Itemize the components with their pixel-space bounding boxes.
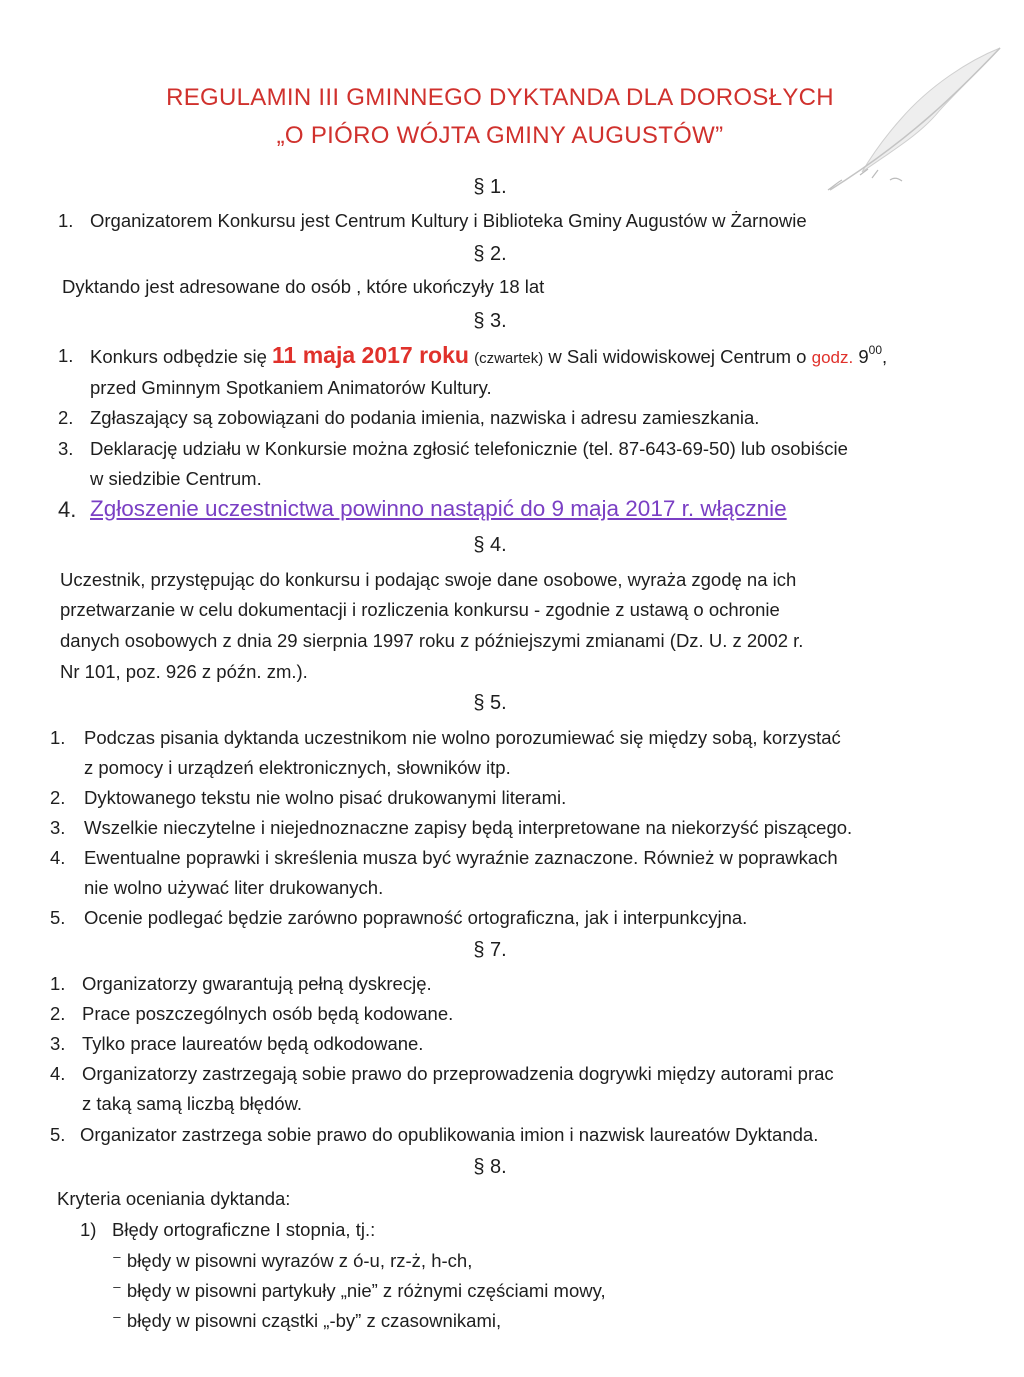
list-number: 3. bbox=[58, 438, 74, 459]
section-heading-4: § 4. bbox=[473, 534, 507, 556]
paragraph-line: przetwarzanie w celu dokumentacji i rozliczenia konkursu - zgodnie z ustawą o ochronie bbox=[60, 599, 780, 620]
list-item-continuation: przed Gminnym Spotkaniem Animatorów Kultury. bbox=[90, 377, 492, 398]
list-item bbox=[90, 344, 887, 370]
paragraph: Kryteria oceniania dyktanda: bbox=[57, 1188, 291, 1209]
list-item-continuation: w siedzibie Centrum. bbox=[90, 468, 262, 489]
list-number: 3. bbox=[50, 1033, 66, 1054]
section-heading-5: § 5. bbox=[473, 692, 507, 714]
paragraph-line: Nr 101, poz. 926 z późn. zm.). bbox=[60, 661, 308, 682]
section-heading-8: § 8. bbox=[473, 1156, 507, 1178]
list-number: 4. bbox=[50, 847, 66, 868]
list-number: 4. bbox=[50, 1063, 66, 1084]
list-item: Prace poszczególnych osób będą kodowane. bbox=[82, 1003, 454, 1024]
event-time: $9^{00}$ bbox=[858, 343, 882, 367]
section-heading-3: § 3. bbox=[473, 310, 507, 332]
text-span: w Sali widowiskowej Centrum o bbox=[548, 346, 807, 367]
list-item-continuation: z pomocy i urządzeń elektronicznych, słowników itp. bbox=[84, 757, 511, 778]
paragraph-line: danych osobowych z dnia 29 sierpnia 1997 roku z późniejszymi zmianami (Dz. U. z 2002 r. bbox=[60, 630, 804, 651]
list-item: Deklarację udziału w Konkursie można zgłosić telefonicznie (tel. 87-643-69-50) lub osobiście bbox=[90, 438, 848, 459]
list-number: 5. bbox=[50, 1124, 66, 1145]
document-subtitle: „O PIÓRO WÓJTA GMINY AUGUSTÓW” bbox=[276, 122, 724, 149]
list-item-continuation: z taką samą liczbą błędów. bbox=[82, 1093, 303, 1114]
list-number: 3. bbox=[50, 817, 66, 838]
section-heading-1: § 1. bbox=[473, 176, 507, 198]
list-number: 1) bbox=[80, 1219, 97, 1240]
document-title: REGULAMIN III GMINNEGO DYKTANDA DLA DOROSŁYCH bbox=[166, 84, 834, 111]
list-item: Podczas pisania dyktanda uczestnikom nie wolno porozumiewać się między sobą, korzystać bbox=[84, 727, 841, 748]
list-item: Organizatorzy zastrzegają sobie prawo do przeprowadzenia dogrywki między autorami prac bbox=[82, 1063, 834, 1084]
paragraph: Dyktando jest adresowane do osób , które ukończyły 18 lat bbox=[62, 276, 545, 297]
list-number: 1. bbox=[50, 973, 66, 994]
list-number: 1. bbox=[58, 210, 74, 231]
bullet-item: ⁻ błędy w pisowni wyrazów z ó-u, rz-ż, h-ch, bbox=[112, 1250, 473, 1271]
paragraph-line: Uczestnik, przystępując do konkursu i podając swoje dane osobowe, wyraża zgodę na ich bbox=[60, 569, 797, 590]
list-number: 2. bbox=[50, 1003, 66, 1024]
list-number: 4. bbox=[58, 497, 77, 522]
text-span: , bbox=[882, 346, 888, 367]
list-item: Dyktowanego tekstu nie wolno pisać drukowanymi literami. bbox=[84, 787, 567, 808]
list-number: 2. bbox=[58, 407, 74, 428]
list-item: Zgłaszający są zobowiązani do podania imienia, nazwiska i adresu zamieszkania. bbox=[90, 407, 760, 428]
list-item: Organizatorem Konkursu jest Centrum Kultury i Biblioteka Gminy Augustów w Żarnowie bbox=[90, 210, 807, 231]
list-item-continuation: nie wolno używać liter drukowanych. bbox=[84, 877, 384, 898]
section-heading-7: § 7. bbox=[473, 939, 507, 961]
list-item: Ewentualne poprawki i skreślenia musza być wyraźnie zaznaczone. Również w poprawkach bbox=[84, 847, 838, 868]
list-number: 1. bbox=[58, 345, 74, 366]
list-item: Organizator zastrzega sobie prawo do opublikowania imion i nazwisk laureatów Dyktanda. bbox=[80, 1124, 819, 1145]
list-item: Ocenie podlegać będzie zarówno poprawność ortograficzna, jak i interpunkcyjna. bbox=[84, 907, 748, 928]
list-item: Organizatorzy gwarantują pełną dyskrecję. bbox=[82, 973, 432, 994]
list-number: 2. bbox=[50, 787, 66, 808]
list-item: Błędy ortograficzne I stopnia, tj.: bbox=[112, 1219, 376, 1240]
bullet-item: ⁻ błędy w pisowni partykuły „nie” z różnymi częściami mowy, bbox=[112, 1280, 606, 1301]
list-item: Tylko prace laureatów będą odkodowane. bbox=[82, 1033, 424, 1054]
registration-deadline: Zgłoszenie uczestnictwa powinno nastąpić do 9 maja 2017 r. włącznie bbox=[90, 496, 787, 521]
event-date: 11 maja 2017 roku bbox=[272, 342, 469, 368]
weekday-note: (czwartek) bbox=[474, 350, 544, 367]
bullet-item: ⁻ błędy w pisowni cząstki „-by” z czasownikami, bbox=[112, 1310, 502, 1331]
time-label: godz. bbox=[811, 348, 854, 367]
text-span: Konkurs odbędzie się bbox=[90, 346, 267, 367]
section-heading-2: § 2. bbox=[473, 243, 507, 265]
list-item: Wszelkie nieczytelne i niejednoznaczne zapisy będą interpretowane na niekorzyść piszącego. bbox=[84, 817, 853, 838]
list-number: 1. bbox=[50, 727, 66, 748]
list-number: 5. bbox=[50, 907, 66, 928]
